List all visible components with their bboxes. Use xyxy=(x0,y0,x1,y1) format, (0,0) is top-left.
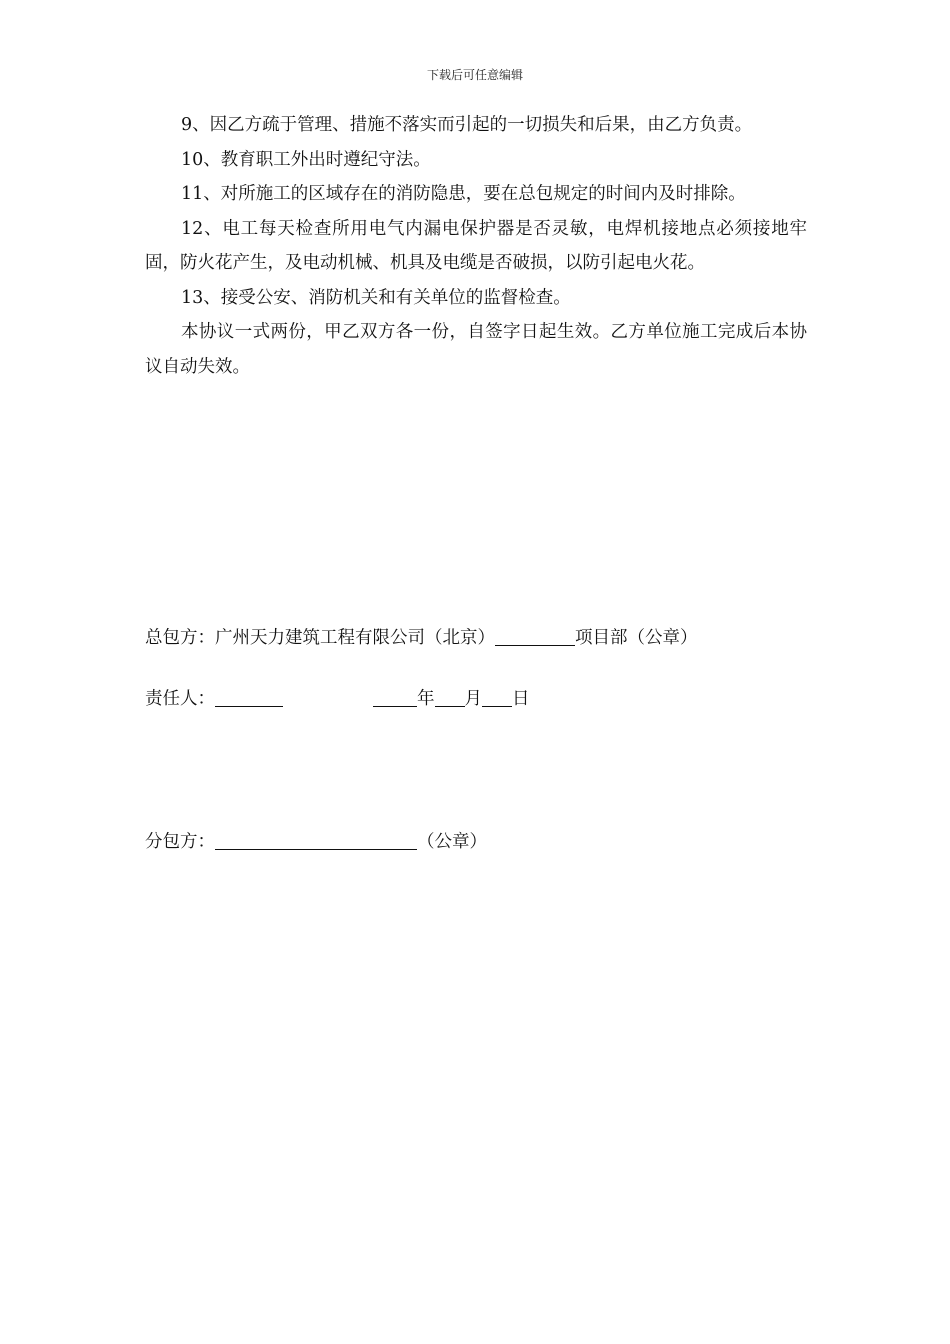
contractor-name: 广州天力建筑工程有限公司（北京） xyxy=(215,628,495,648)
subcontractor-blank xyxy=(215,831,417,850)
responsible-blank xyxy=(215,688,283,707)
validity-clause: 本协议一式两份，甲乙双方各一份，自签字日起生效。乙方单位施工完成后本协议自动失效。 xyxy=(145,322,807,377)
subcontractor-line xyxy=(145,828,487,853)
day-label: 日 xyxy=(512,689,530,709)
responsible-label: 责任人： xyxy=(145,689,215,709)
contractor-suffix: 项目部（公章） xyxy=(575,628,698,648)
responsible-line xyxy=(145,685,530,710)
month-label: 月 xyxy=(464,689,482,709)
clause-11: 11、对所施工的区域存在的消防隐患，要在总包规定的时间内及时排除。 xyxy=(181,184,746,204)
page-header: 下载后可任意编辑 xyxy=(426,68,523,82)
day-blank xyxy=(482,688,512,707)
agreement-clauses xyxy=(145,108,807,384)
project-name-blank xyxy=(495,627,575,646)
clause-10: 10、教育职工外出时遵纪守法。 xyxy=(181,149,431,170)
clause-9: 9、因乙方疏于管理、措施不落实而引起的一切损失和后果，由乙方负责。 xyxy=(181,115,753,135)
year-blank xyxy=(373,688,417,707)
clause-12: 12、电工每天检查所用电气内漏电保护器是否灵敏，电焊机接地点必须接地牢固，防火花产生，及电动机械、机具及电缆是否破损，以防引起电火花。 xyxy=(145,218,807,273)
contractor-label: 总包方： xyxy=(145,628,215,648)
subcontractor-suffix: （公章） xyxy=(417,832,487,852)
contractor-line xyxy=(145,624,698,649)
year-label: 年 xyxy=(417,689,435,709)
month-blank xyxy=(435,688,465,707)
clause-13: 13、接受公安、消防机关和有关单位的监督检查。 xyxy=(181,287,571,308)
subcontractor-label: 分包方： xyxy=(145,832,215,852)
